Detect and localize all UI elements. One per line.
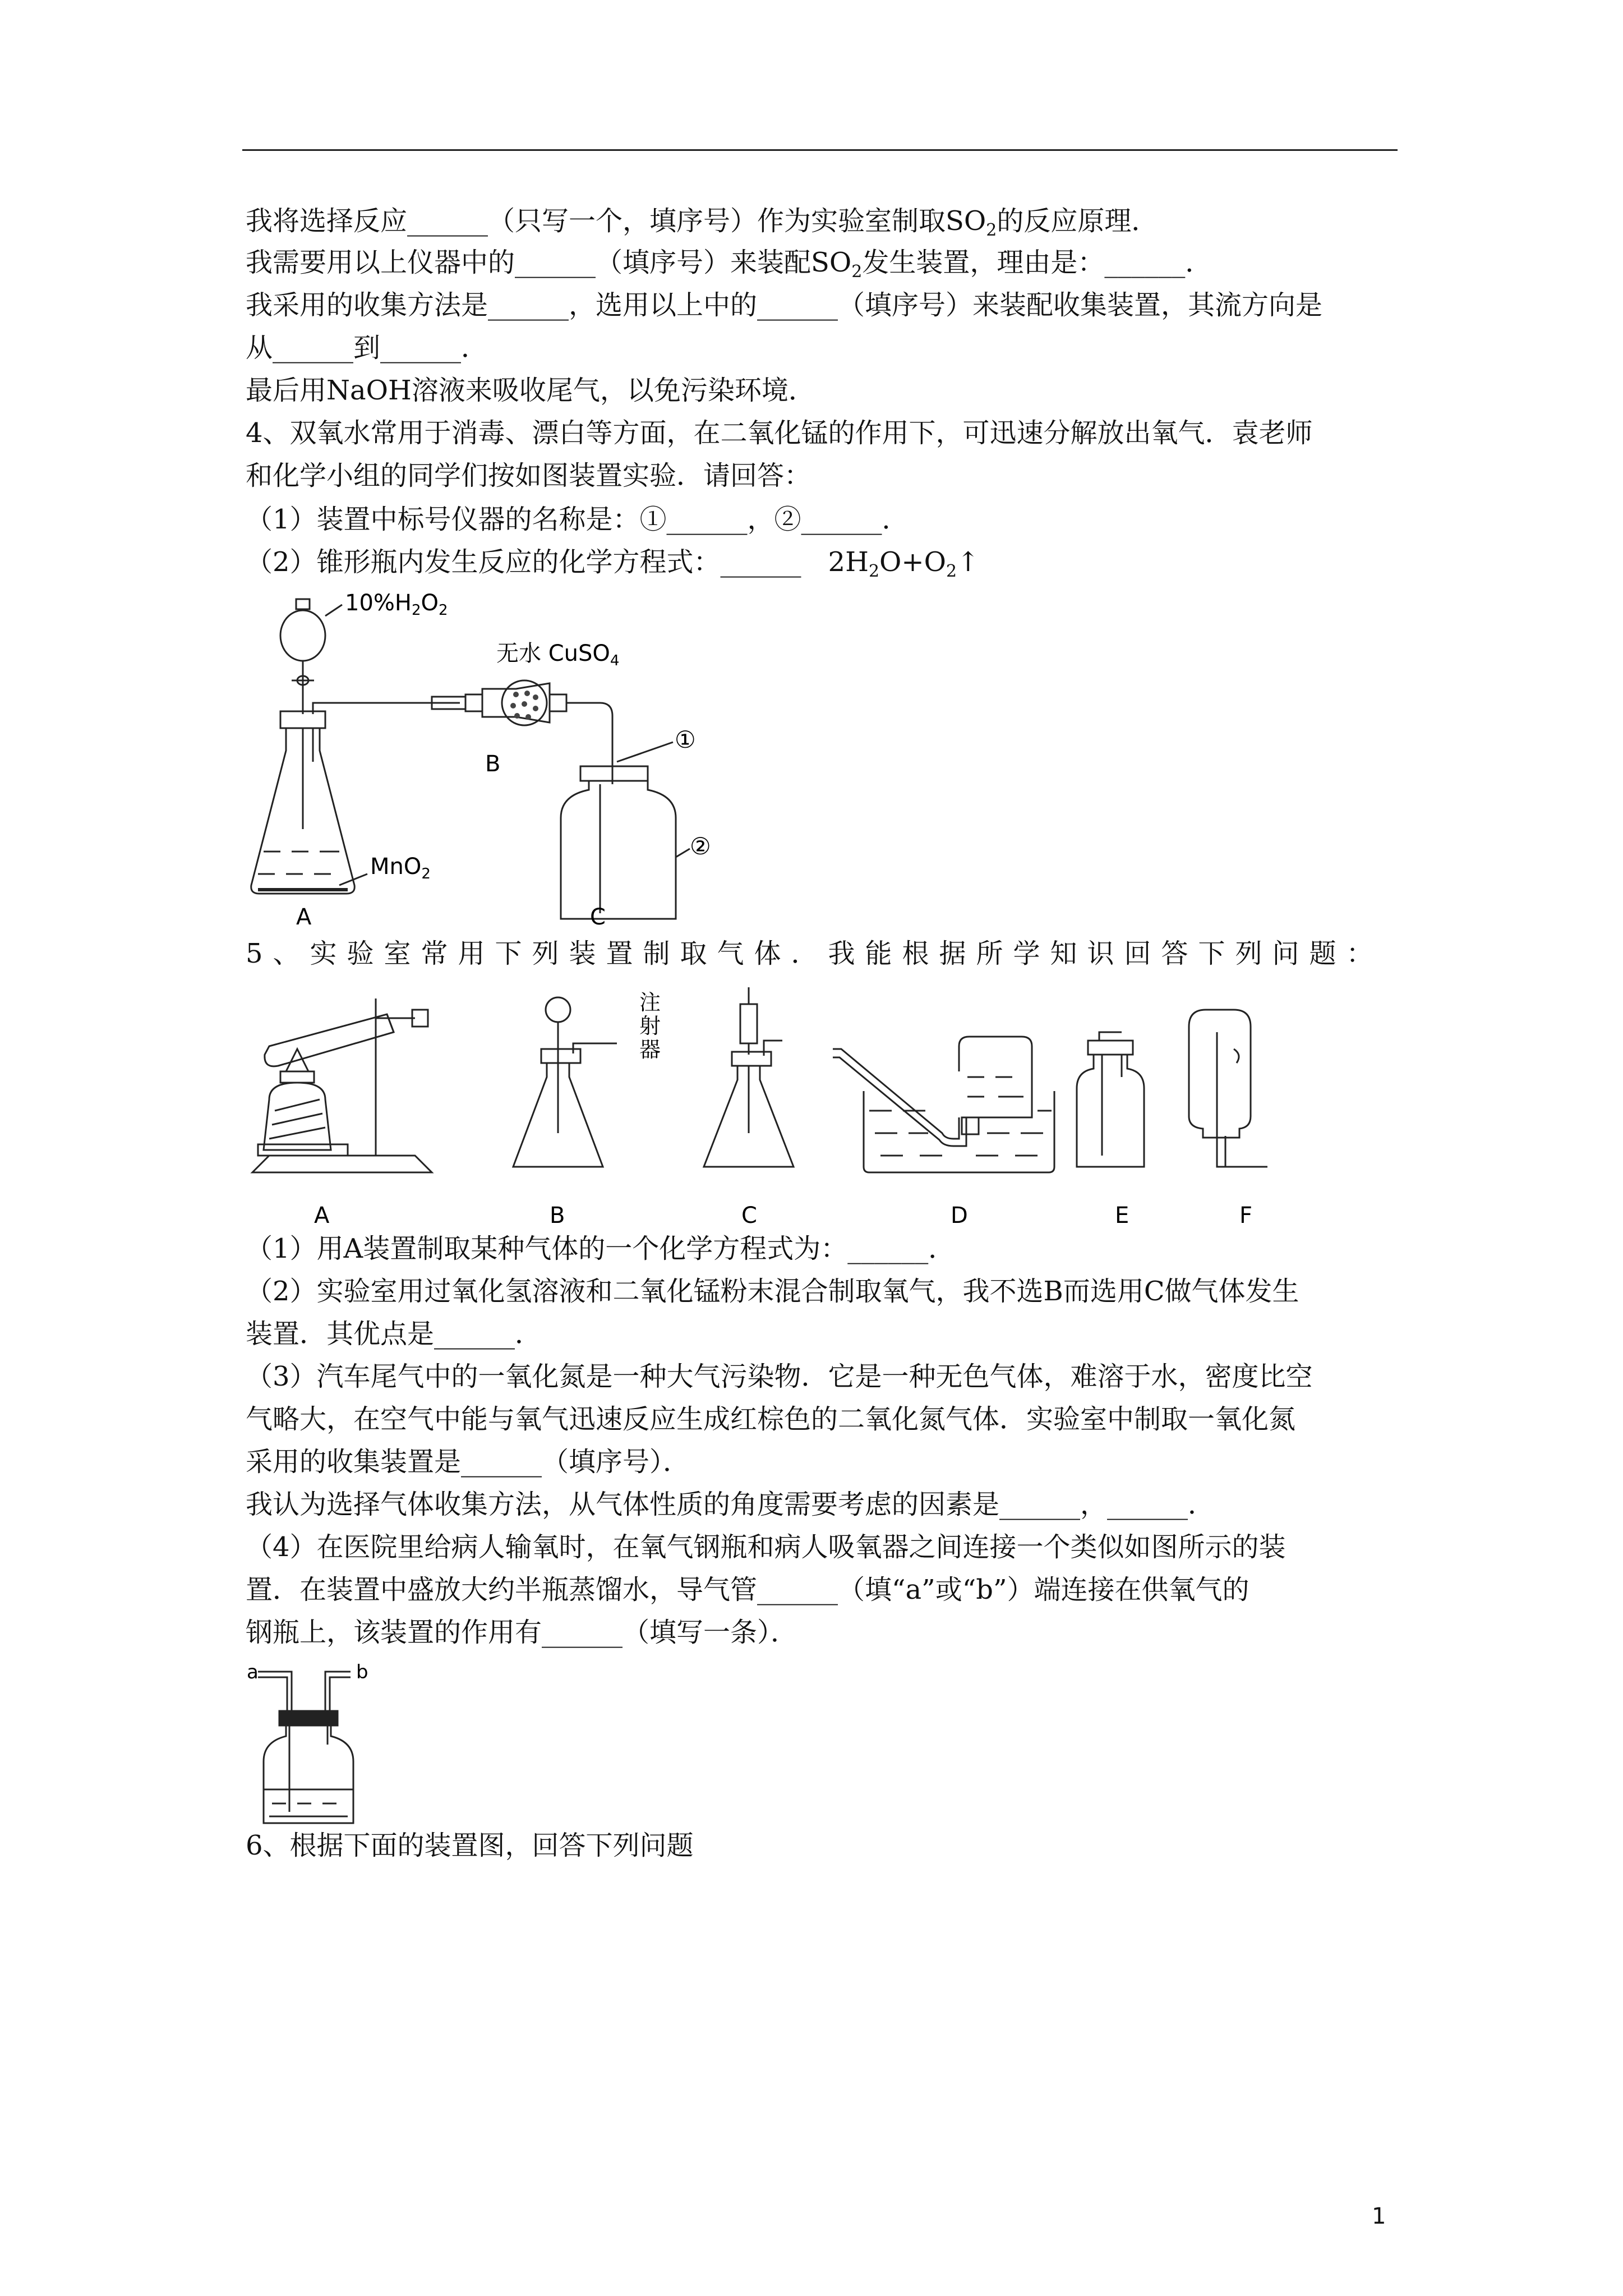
tube-label-b: b xyxy=(356,1661,368,1683)
text-line-2: 我需要用以上仪器中的______（填序号）来装配$SO_2$发生装置，理由是：______． xyxy=(246,247,1212,282)
label-h2o2: $10\%H_2O_2$ xyxy=(345,593,448,619)
question-4-part-1: （1）装置中标号仪器的名称是：①______，②______． xyxy=(246,504,909,535)
label-circle-2: ② xyxy=(690,832,711,860)
text-line-3: 我采用的收集方法是______，选用以上中的______（填序号）来装配收集装置，其流方向是 xyxy=(246,289,1323,321)
label-c: C xyxy=(590,904,606,930)
text-line-1: 我将选择反应______（只写一个，填序号）作为实验室制取$SO_2$的反应原理． xyxy=(246,205,1159,240)
figure-h2o2-apparatus xyxy=(247,593,740,930)
question-5-part-4-cont: 置．在装置中盛放大约半瓶蒸馏水，导气管______（填“a”或“b”）端连接在供氧气的 xyxy=(246,1574,1249,1605)
question-5-part-3-cont-2: 采用的收集装置是______（填序号）． xyxy=(246,1446,690,1478)
question-5-part-3: （3）汽车尾气中的一氧化氮是一种大气污染物．它是一种无色气体，难溶于水，密度比空 xyxy=(246,1361,1313,1392)
apparatus-label-a: A xyxy=(314,1203,330,1228)
page-number: 1 xyxy=(1372,2203,1386,2229)
apparatus-label-e: E xyxy=(1115,1203,1129,1228)
syringe-label-2: 射 xyxy=(639,1014,661,1038)
label-b: B xyxy=(485,751,501,777)
text-line-4: 从______到______． xyxy=(246,332,488,364)
question-5-intro: 5、实验室常用下列装置制取气体．我能根据所学知识回答下列问题： xyxy=(246,938,1384,969)
label-a: A xyxy=(296,904,312,930)
question-5-part-2: （2）实验室用过氧化氢溶液和二氧化锰粉末混合制取氧气，我不选B而选用C做气体发生 xyxy=(246,1276,1299,1307)
question-4-part-2: （2）锥形瓶内发生反应的化学方程式：______ $2H_2O+O_2↑$ xyxy=(246,546,980,581)
label-cuso4: 无水 CuSO$_4$ xyxy=(496,641,620,669)
question-5-part-2-cont: 装置．其优点是______． xyxy=(246,1318,542,1350)
apparatus-label-d: D xyxy=(951,1203,968,1228)
header-rule xyxy=(242,149,1398,151)
question-5-part-4-cont-2: 钢瓶上，该装置的作用有______（填写一条）． xyxy=(246,1617,798,1648)
syringe-label-1: 注 xyxy=(639,990,661,1015)
question-6-intro: 6、根据下面的装置图，回答下列问题 xyxy=(246,1830,694,1861)
label-mno2: MnO$_2$ xyxy=(370,854,431,882)
syringe-label-3: 器 xyxy=(639,1037,661,1062)
figure-wash-bottle xyxy=(247,1660,381,1829)
question-5-part-3-cont-3: 我认为选择气体收集方法，从气体性质的角度需要考虑的因素是______，______． xyxy=(246,1489,1215,1520)
tube-label-a: a xyxy=(247,1661,259,1683)
text-line-5: 最后用NaOH溶液来吸收尾气，以免污染环境． xyxy=(246,375,815,406)
apparatus-label-c: C xyxy=(741,1203,757,1228)
question-5-part-1: （1）用A装置制取某种气体的一个化学方程式为：______． xyxy=(246,1233,956,1264)
label-circle-1: ① xyxy=(675,726,696,753)
figure-gas-apparatus xyxy=(247,987,1312,1234)
question-5-part-3-cont: 气略大，在空气中能与氧气迅速反应生成红棕色的二氧化氮气体．实验室中制取一氧化氮 xyxy=(246,1404,1296,1435)
question-5-part-4: （4）在医院里给病人输氧时，在氧气钢瓶和病人吸氧器之间连接一个类似如图所示的装 xyxy=(246,1531,1286,1563)
apparatus-label-f: F xyxy=(1239,1203,1253,1228)
question-4-intro-cont: 和化学小组的同学们按如图装置实验．请回答： xyxy=(246,460,811,491)
apparatus-label-b: B xyxy=(550,1203,565,1228)
question-4-intro: 4、双氧水常用于消毒、漂白等方面，在二氧化锰的作用下，可迅速分解放出氧气．袁老师 xyxy=(246,417,1313,449)
